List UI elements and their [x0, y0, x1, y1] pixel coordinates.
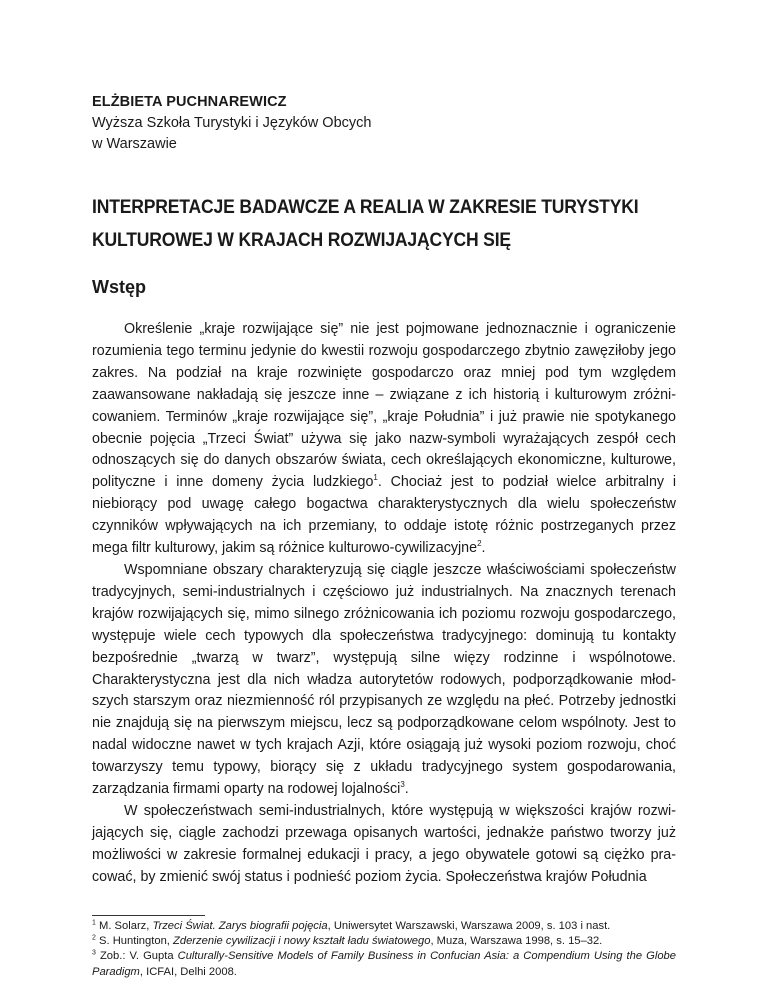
article-title [92, 191, 675, 257]
author-block [92, 92, 676, 155]
footnote-text: Zob.: V. Gupta [95, 950, 178, 963]
footnote-separator [92, 915, 205, 916]
footnote-work-title: Trzeci Świat. Zarys biografii pojęcia [152, 920, 328, 932]
footnote-work-title: Zderzenie cywilizacji i nowy kształt ładu światowego [173, 935, 431, 948]
footnotes [92, 915, 676, 980]
footnote-text: , ICFAI, Delhi 2008. [139, 965, 237, 978]
footnote-number: 3 [92, 949, 96, 957]
paragraph-2-text-a: Wspomniane obszary charakteryzują się ciągle jeszcze właściwościami społeczeństw tradycyjnych, semi-industrialnych i częściowo już industrialnych. Na znacznych terenach krajów rozwijających się, mimo silnego zróżnicowania ich poziomu rozwoju gospodarczego, występuje wiele cech typowych dla społeczeństwa tradycyjnego: dominują tu kontakty bezpośrednie „twarzą w twarz”, występują silne więzy rodzinne i wspólnotowe. Charakterystyczna jest dla nich władza autorytetów rodowych, podporządkowanie młodszych starszym oraz niezmienność ról przypisanych ze względu na płeć. Potrzeby jednostki nie znajdują się na pierwszym miejscu, lecz są podporządkowane celom wspólnoty. Jest to nadal widoczne nawet w tych krajach Azji, które osiągają już wysoki poziom rozwoju, choć towarzyszy temu typowy, biorący się z układu tradycyjnego system gospodarowania, zarządzania firmami oparty na rodowej lojalności [92, 561, 676, 798]
footnote-number: 2 [92, 934, 96, 942]
paragraph-1 [92, 319, 676, 560]
paragraph-3 [92, 801, 676, 889]
footnote-ref-1: 1 [373, 473, 378, 483]
affiliation-line-1: Wyższa Szkoła Turystyki i Języków Obcych [92, 115, 372, 131]
footnote-ref-3: 3 [400, 780, 405, 790]
footnote-ref-2: 2 [477, 539, 482, 549]
article-title-line-1: INTERPRETACJE BADAWCZE A REALIA W ZAKRESIE TURYSTYKI [92, 196, 639, 218]
footnote-text: M. Solarz, [95, 920, 153, 932]
footnote-text: , Uniwersytet Warszawski, Warszawa 2009, s. 103 i nast. [327, 920, 611, 932]
paragraph-3-text: W społeczeństwach semi-industrialnych, które występują w większości krajów rozwijających się, ciągle zachodzi przewaga opisanych wartości, jednakże państwo tworzy już możliwości w zakresie formalnej edukacji i pracy, a jego obywatele gotowi są ciężko pracować, by zmienić swój status i podnieść poziom życia. Społeczeństwa krajów Południa [92, 802, 676, 885]
footnote-number: 1 [92, 919, 96, 927]
footnote-text: S. Huntington, [95, 935, 174, 948]
footnote-2 [92, 934, 676, 949]
footnote-text: , Muza, Warszawa 1998, s. 15–32. [430, 935, 603, 948]
paragraph-1-text-c: . [481, 540, 486, 557]
footnote-3 [92, 949, 676, 979]
footnote-1 [92, 919, 676, 934]
paragraph-1-text-b: . Chociaż jest to podział wielce arbitralny i niebiorący pod uwagę całego bogactwa charakterystycznych dla wielu społeczeństw czynników wpływających na ich przemiany, to oddaje istotę różnic postrzeganych przez mega filtr kulturowy, jakim są różnice kulturowo-cywilizacyjne [92, 474, 676, 557]
paragraph-2-text-b: . [404, 781, 409, 798]
footnote-work-title: Culturally-Sensitive Models of Family Business in Confucian Asia: a Compendium Using the Globe Paradigm [92, 950, 676, 978]
author-name: ELŻBIETA PUCHNAREWICZ [92, 94, 287, 110]
section-heading: Wstęp [92, 277, 146, 297]
article-title-line-2: KULTUROWEJ W KRAJACH ROZWIJAJĄCYCH SIĘ [92, 229, 511, 251]
paragraph-1-text-a: Określenie „kraje rozwijające się” nie jest pojmowane jednoznacznie i ograniczenie rozumienia tego terminu jedynie do kwestii rozwoju gospodarczego zbytnio zawęziłoby jego zakres. Na podział na kraje rozwinięte gospodarczo oraz mniej pod tym względem zaawansowane nakładają się jeszcze inne – związane z ich historią i kulturowym zróżnicowaniem. Terminów „kraje rozwijające się”, „kraje Południa” i już prawie nie spotykanego obecnie pojęcia „Trzeci Świat” używa się jako nazw-symboli wyrażających zespół cech odnoszących się do danych obszarów świata, cech określających ekonomiczne, kulturowe, polityczne i inne domeny życia ludzkiego [92, 321, 676, 491]
paragraph-2 [92, 560, 676, 801]
body-text [92, 319, 676, 889]
affiliation-line-2: w Warszawie [92, 136, 177, 152]
